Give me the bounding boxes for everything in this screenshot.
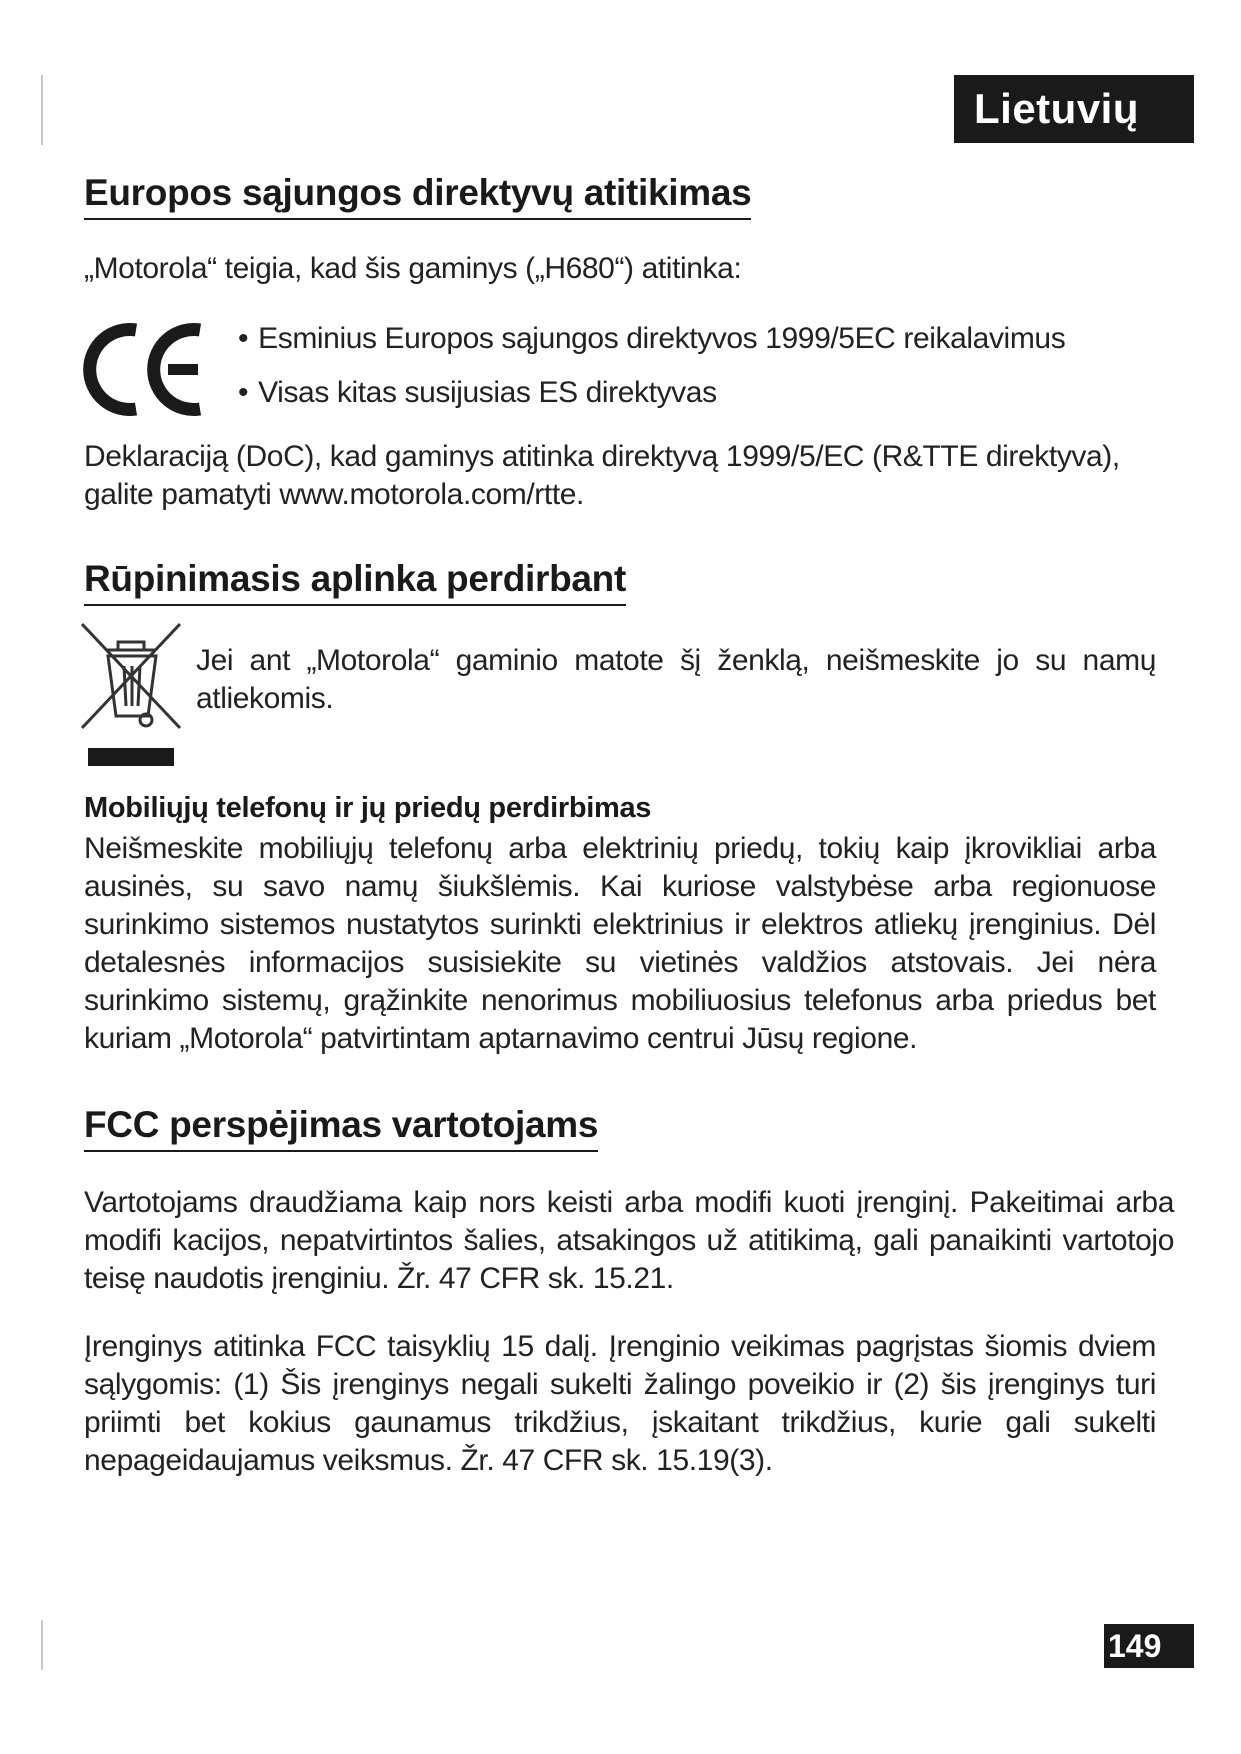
- weee-notice: Jei ant „Motorola“ gaminio matote šį ženklą, neišmeskite jo su namų atliekomis.: [196, 644, 1156, 715]
- recycling-body: Neišmeskite mobiliųjų telefonų arba elektrinių priedų, tokių kaip įkrovikliai arba ausinės, su savo namų šiukšlėmis. Kai kuriose valstybėse arba regionuose surinkimo sistemos nustatytos surinkti elektrinius ir elektros atliekų įrenginius. Dėl detalesnės informacijos susisiekite su vietinės valdžios atstovais. Jei nėra surinkimo sistemų, grąžinkite nenorimus mobiliuosius telefonus arba priedus bet kuriam „Motorola“ patvirtintam aptarnavimo centrui Jūsų regione.: [84, 832, 1156, 1055]
- fcc-paragraph-2: Įrenginys atitinka FCC taisyklių 15 dalį. Įrenginio veikimas pagrįstas šiomis dviem sąlygomis: (1) Šis įrenginys negali sukelti žalingo poveikio ir (2) šis įrenginys turi priimti bet kokius gaunamus trikdžius, įskaitant trikdžius, kurie gali sukelti nepageidaujamus veiksmus. Žr. 47 CFR sk. 15.19(3).: [84, 1330, 1156, 1477]
- ce-mark-icon: [80, 322, 205, 417]
- heading-fcc: FCC perspėjimas vartotojams: [84, 1104, 598, 1152]
- heading-eu-conformity: Europos sąjungos direktyvų atitikimas: [84, 172, 751, 220]
- crossed-out-wheelie-bin-icon: [78, 620, 184, 770]
- subheading-phone-recycling: Mobiliųjų telefonų ir jų priedų perdirbimas: [84, 792, 652, 824]
- eu-bullet-list: [238, 312, 1065, 420]
- language-tab: Lietuvių: [954, 75, 1194, 143]
- eu-bullet-item: • Visas kitas susijusias ES direktyvas: [238, 366, 1065, 420]
- fcc-paragraph-1: Vartotojams draudžiama kaip nors keisti arba modifi kuoti įrenginį. Pakeitimai arba modifi kacijos, nepatvirtintos šalies, atsakingos už atitikimą, gali panaikinti vartotojo teisę naudotis įrenginiu. Žr. 47 CFR sk. 15.21.: [84, 1186, 1174, 1295]
- heading-recycling: Rūpinimasis aplinka perdirbant: [84, 558, 626, 606]
- eu-declaration: Deklaraciją (DoC), kad gaminys atitinka direktyvą 1999/5/EC (R&TTE direktyva), galite pamatyti www.motorola.com/rtte.: [84, 440, 1120, 511]
- left-margin-rule-top: [41, 75, 43, 145]
- page-number: 149: [1104, 1624, 1194, 1668]
- eu-intro: „Motorola“ teigia, kad šis gaminys („H680“) atitinka:: [84, 252, 742, 285]
- left-margin-rule-bottom: [41, 1620, 43, 1670]
- eu-bullet-item: • Esminius Europos sąjungos direktyvos 1999/5EC reikalavimus: [238, 312, 1065, 366]
